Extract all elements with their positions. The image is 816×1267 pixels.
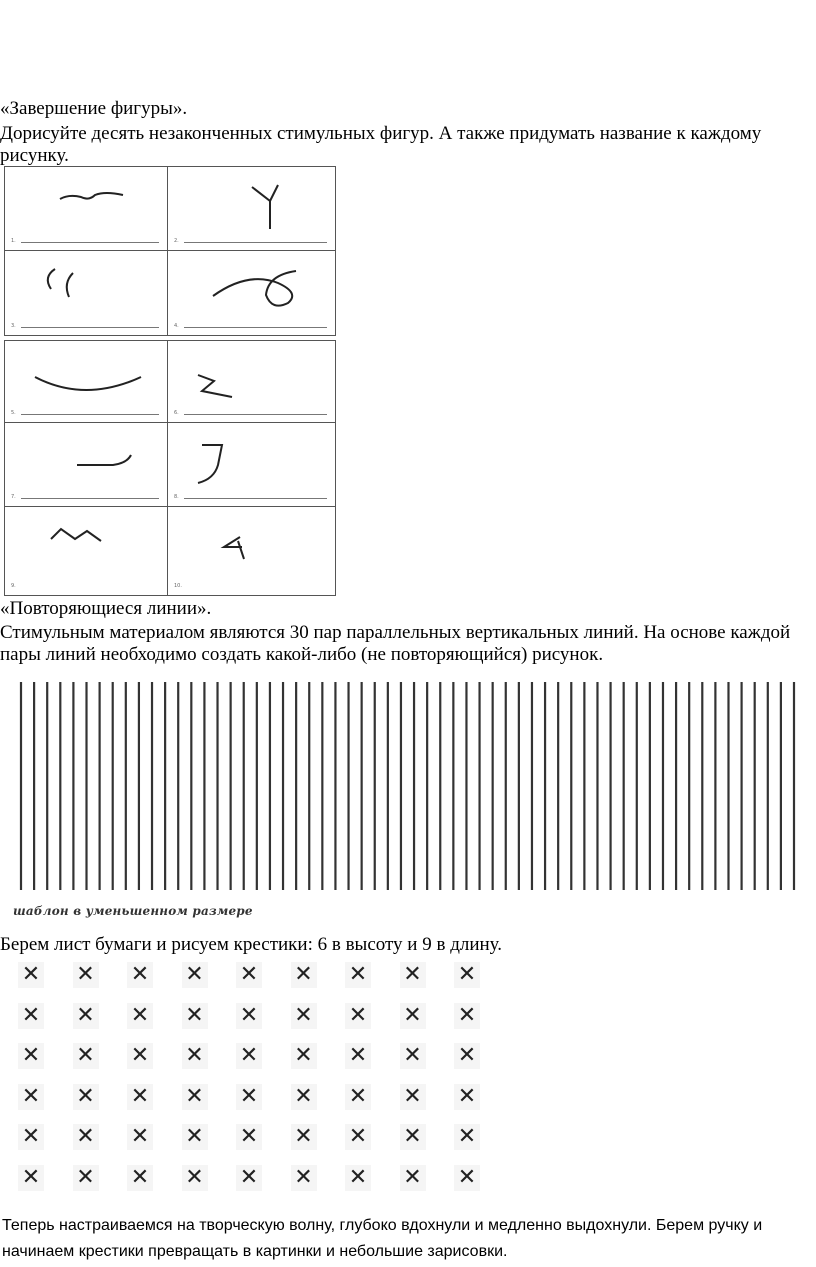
- answer-line: [184, 327, 327, 328]
- figure-cell: [5, 507, 168, 595]
- cross-mark: ✕: [73, 1124, 99, 1150]
- answer-line: [184, 242, 327, 243]
- cross-mark: ✕: [18, 1124, 44, 1150]
- template-caption: шаблон в уменьшенном размере: [13, 904, 253, 918]
- cross-mark: ✕: [236, 1165, 262, 1191]
- cross-mark: ✕: [182, 1084, 208, 1110]
- answer-line: [21, 498, 159, 499]
- figure-stimulus: [168, 507, 335, 595]
- figure-number: 1.: [11, 238, 16, 244]
- cross-mark: ✕: [73, 1003, 99, 1029]
- cross-mark: ✕: [18, 1043, 44, 1069]
- cross-mark: ✕: [400, 1043, 426, 1069]
- section2-instruction: Стимульным материалом являются 30 пар параллельных вертикальных линий. На основе каждой пары линий необходимо создать какой-либо (не повторяющийся) рисунок.: [0, 622, 791, 665]
- cross-mark: ✕: [291, 1003, 317, 1029]
- cross-mark: ✕: [127, 962, 153, 988]
- cross-mark: ✕: [236, 1124, 262, 1150]
- cross-mark: ✕: [291, 1124, 317, 1150]
- cross-mark: ✕: [345, 1003, 371, 1029]
- figure-number: 6.: [174, 410, 179, 416]
- parallel-lines-template: [0, 680, 816, 894]
- cross-mark: ✕: [236, 962, 262, 988]
- figure-stimulus: [5, 507, 168, 595]
- cross-mark: ✕: [400, 1084, 426, 1110]
- cross-mark: ✕: [345, 1165, 371, 1191]
- cross-mark: ✕: [182, 1043, 208, 1069]
- cross-mark: ✕: [236, 1043, 262, 1069]
- cross-mark: ✕: [291, 1165, 317, 1191]
- cross-mark: ✕: [454, 1124, 480, 1150]
- figure-number: 7.: [11, 494, 16, 500]
- cross-mark: ✕: [400, 1124, 426, 1150]
- cross-mark: ✕: [400, 1003, 426, 1029]
- figure-cell: [5, 341, 168, 423]
- cross-mark: ✕: [18, 1165, 44, 1191]
- cross-mark: ✕: [345, 1124, 371, 1150]
- answer-line: [184, 414, 327, 415]
- figure-cell: [5, 423, 168, 507]
- figure-stimulus: [168, 423, 335, 507]
- cross-mark: ✕: [345, 1043, 371, 1069]
- cross-mark: ✕: [18, 1003, 44, 1029]
- cross-mark: ✕: [182, 1124, 208, 1150]
- figure-stimulus: [168, 251, 335, 335]
- figure-cell: [5, 167, 168, 251]
- cross-mark: ✕: [291, 962, 317, 988]
- cross-mark: ✕: [127, 1043, 153, 1069]
- cross-grid: [10, 962, 486, 1202]
- figure-stimulus: [5, 341, 168, 423]
- cross-mark: ✕: [400, 962, 426, 988]
- figure-stimulus: [5, 251, 168, 335]
- figure-cell: [168, 341, 335, 423]
- cross-mark: ✕: [454, 962, 480, 988]
- section3-instruction: Берем лист бумаги и рисуем крестики: 6 в высоту и 9 в длину.: [0, 934, 503, 955]
- cross-mark: ✕: [454, 1043, 480, 1069]
- cross-mark: ✕: [73, 1165, 99, 1191]
- figure-stimulus: [168, 341, 335, 423]
- cross-mark: ✕: [454, 1084, 480, 1110]
- cross-mark: ✕: [127, 1084, 153, 1110]
- section1-title: «Завершение фигуры».: [0, 98, 188, 119]
- figure-cell: [168, 507, 335, 595]
- cross-mark: ✕: [454, 1165, 480, 1191]
- figure-stimulus: [168, 167, 335, 251]
- cross-mark: ✕: [127, 1003, 153, 1029]
- cross-mark: ✕: [236, 1003, 262, 1029]
- cross-mark: ✕: [73, 962, 99, 988]
- cross-mark: ✕: [127, 1124, 153, 1150]
- figure-cell: [168, 251, 335, 335]
- section2-title: «Повторяющиеся линии».: [0, 598, 212, 619]
- figure-cell: [168, 423, 335, 507]
- figure-stimulus: [5, 167, 168, 251]
- figure-number: 8.: [174, 494, 179, 500]
- answer-line: [21, 414, 159, 415]
- figure-cell: [168, 167, 335, 251]
- section4-text: Теперь настраиваемся на творческую волну, глубоко вдохнули и медленно выдохнули. Берем ручку и начинаем крестики превращать в картинки и небольшие зарисовки.: [2, 1217, 763, 1260]
- cross-mark: ✕: [18, 1084, 44, 1110]
- cross-mark: ✕: [73, 1043, 99, 1069]
- cross-mark: ✕: [291, 1084, 317, 1110]
- figure-grid-top: [4, 166, 336, 336]
- figure-number: 5.: [11, 410, 16, 416]
- answer-line: [21, 327, 159, 328]
- figure-number: 10.: [174, 583, 182, 589]
- cross-mark: ✕: [345, 962, 371, 988]
- figure-number: 4.: [174, 323, 179, 329]
- cross-mark: ✕: [291, 1043, 317, 1069]
- figure-cell: [5, 251, 168, 335]
- cross-mark: ✕: [182, 1165, 208, 1191]
- answer-line: [184, 498, 327, 499]
- answer-line: [21, 242, 159, 243]
- cross-mark: ✕: [18, 962, 44, 988]
- cross-mark: ✕: [73, 1084, 99, 1110]
- figure-grid-bottom: [4, 340, 336, 596]
- figure-stimulus: [5, 423, 168, 507]
- figure-number: 9.: [11, 583, 16, 589]
- figure-number: 3.: [11, 323, 16, 329]
- section1-instruction: Дорисуйте десять незаконченных стимульных фигур. А также придумать название к каждому рисунку.: [0, 123, 762, 166]
- cross-mark: ✕: [127, 1165, 153, 1191]
- cross-mark: ✕: [400, 1165, 426, 1191]
- cross-mark: ✕: [182, 1003, 208, 1029]
- cross-mark: ✕: [454, 1003, 480, 1029]
- cross-mark: ✕: [345, 1084, 371, 1110]
- figure-number: 2.: [174, 238, 179, 244]
- cross-mark: ✕: [236, 1084, 262, 1110]
- cross-mark: ✕: [182, 962, 208, 988]
